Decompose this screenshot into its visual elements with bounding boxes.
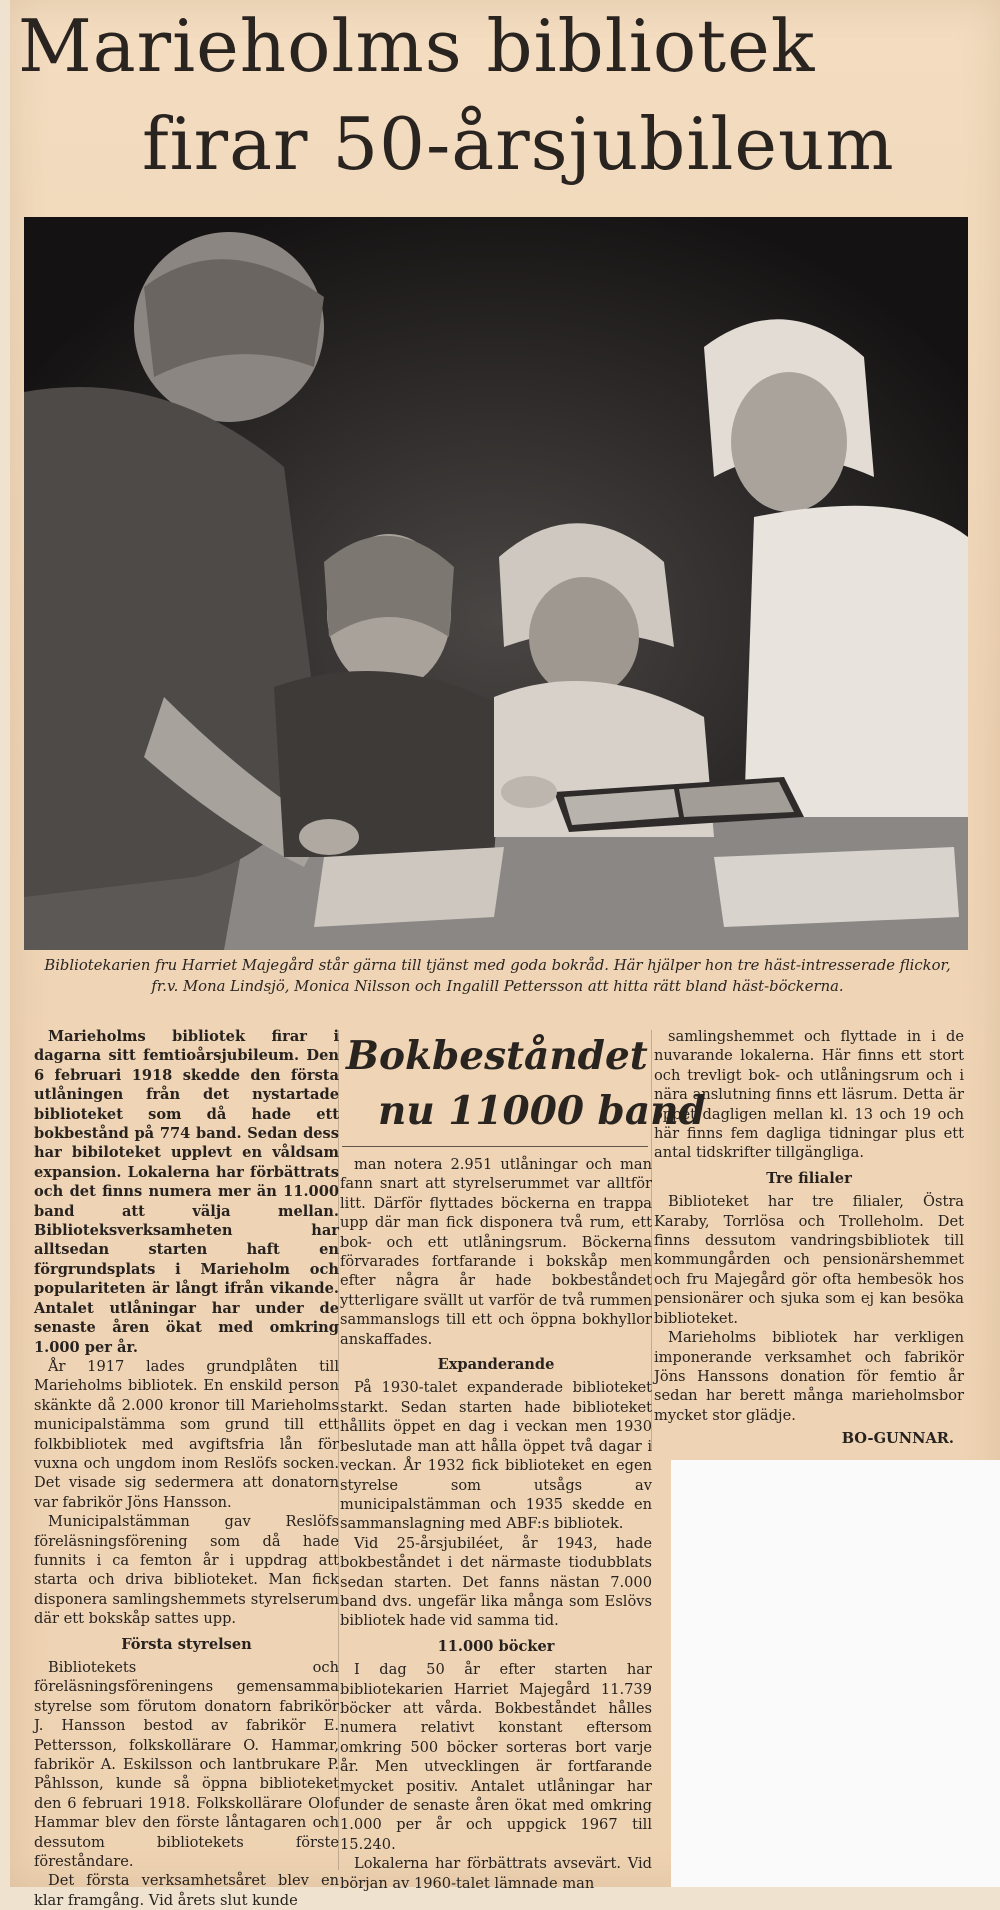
paragraph: Lokalerna har förbättrats avsevärt. Vid början av 1960-talet lämnade man [340, 1855, 652, 1892]
column-1 [34, 1027, 339, 1910]
headline-line-1: Marieholms bibliotek [18, 4, 816, 88]
author-signature: BO-GUNNAR. [841, 1430, 954, 1448]
paragraph: Biblioteket har tre filialer, Östra Karaby, Torrlösa och Trolleholm. Det finns dessutom vandringsbibliotek till kommungården och pensionärshemmet och fru Majegård gör ofta hembesök hos pensionärer och sjuka som ej kan besöka biblioteket. [654, 1193, 964, 1327]
subheadline-line-2: nu 11000 band [378, 1088, 706, 1134]
paragraph: Det första verksamhetsåret blev en klar framgång. Vid årets slut kunde [34, 1872, 339, 1909]
paragraph: År 1917 lades grundplåten till Marieholms bibliotek. En enskild person skänkte då 2.000 kronor till Marieholms municipalstämma som grund till ett folkbibliotek med avgiftsfria lån för vuxna och ungdom inom Reslöfs socken. Det visade sig sedermera att donatorn var fabrikör Jöns Hansson. [34, 1357, 339, 1511]
lead-paragraph: Marieholms bibliotek firar i dagarna sitt femtioårsjubileum. Den 6 februari 1918 skedde den första utlåningen från det nystartade biblioteket som då hade ett bokbestånd på 774 band. Sedan dess har bibiloteket upplevt en våldsam expansion. Lokalerna har förbättrats och det finns numera mer än 11.000 band att välja mellan. Biblioteksverksamheten har alltsedan starten haft en förgrundsplats i Marieholm och populariteten är långt ifrån vikande. Antalet utlåningar har under de senaste åren ökat med omkring 1.000 per år. [34, 1028, 339, 1356]
paragraph: Municipalstämman gav Reslöfs föreläsningsförening som då hade funnits i ca femton år i uppdrag att starta och driva biblioteket. Man fick disponera samlingshemmets styrelserum där ett bokskåp sattes upp. [34, 1513, 339, 1628]
blank-paper-area [671, 1460, 1000, 1887]
paragraph: Marieholms bibliotek har verkligen imponerande verksamhet och fabrikör Jöns Hanssons donation för femtio år sedan har berett många marieholmsbor mycket stor glädje. [654, 1329, 964, 1424]
headline-line-2: firar 50-årsjubileum [142, 102, 895, 186]
section-heading: Expanderande [437, 1356, 555, 1374]
section-heading: 11.000 böcker [437, 1637, 555, 1655]
paragraph: På 1930-talet expanderade biblioteket starkt. Sedan starten hade biblioteket hållits öppet en dag i veckan men 1930 beslutade man att hålla öppet två dagar i veckan. År 1932 fick biblioteket en egen styrelse som utsågs av municipalstämman och 1935 skedde en sammanslagning med ABF:s bibliotek. [340, 1379, 652, 1533]
section-heading: Första styrelsen [121, 1635, 252, 1653]
paragraph: man notera 2.951 utlåningar och man fann snart att styrelserummet var alltför litt. Därför flyttades böckerna en trappa upp där man fick disponera två rum, ett bok- och ett utlåningsrum. Böckerna förvarades fortfarande i bokskåp men efter några år hade bokbeståndet ytterligare svällt ut varför de två rummen sammanslogs till ett och öppna bokhyllor anskaffades. [340, 1156, 652, 1348]
column-3 [654, 1027, 964, 1462]
paragraph: Bibliotekets och föreläsningsföreningens gemensamma styrelse som förutom donatorn fabrikör J. Hansson bestod av fabrikör E. Pettersson, folkskollärare O. Hammar, fabrikör A. Eskilsson och lantbrukare P. Påhlsson, kunde så öppna biblioteket den 6 februari 1918. Folkskollärare Olof Hammar blev den förste låntagaren och dessutom bibliotekets förste föreståndare. [34, 1659, 339, 1871]
section-heading: Tre filialer [766, 1169, 852, 1187]
photo-illustration [24, 217, 968, 950]
photo-caption: Bibliotekarien fru Harriet Majegård står gärna till tjänst med goda bokråd. Här hjälper hon tre häst-intresserade flickor, fr.v. Mona Lindsjö, Monica Nilsson och Ingalill Pettersson att hitta rätt bland häst-böckerna. [44, 957, 951, 995]
subhead-rule [342, 1146, 648, 1147]
subheadline-line-1: Bokbeståndet [346, 1033, 648, 1079]
paragraph: I dag 50 år efter starten har bibliotekarien Harriet Majegård 11.739 böcker att vårda. Bokbeståndet hålles numera relativt konstant eftersom omkring 500 böcker sorteras bort varje år. Men utvecklingen är fortfarande mycket positiv. Antalet utlåningar har under de senaste åren ökat med omkring 1.000 per år och uppgick 1967 till 15.240. [340, 1661, 652, 1853]
paragraph: Vid 25-årsjubiléet, år 1943, hade bokbeståndet i det närmaste tiodubblats sedan starten. Det fanns nästan 7.000 band dvs. ungefär lika många som Eslövs bibliotek hade vid samma tid. [340, 1534, 652, 1630]
library-photo [24, 217, 968, 950]
column-2 [340, 1155, 652, 1893]
paragraph: samlingshemmet och flyttade in i de nuvarande lokalerna. Här finns ett stort och trevligt bok- och utlåningsrum och i nära anslutning finns ett läsrum. Detta är öppet dagligen mellan kl. 13 och 19 och här finns fem dagliga tidningar plus ett antal tidskrifter tillgängliga. [654, 1028, 964, 1162]
